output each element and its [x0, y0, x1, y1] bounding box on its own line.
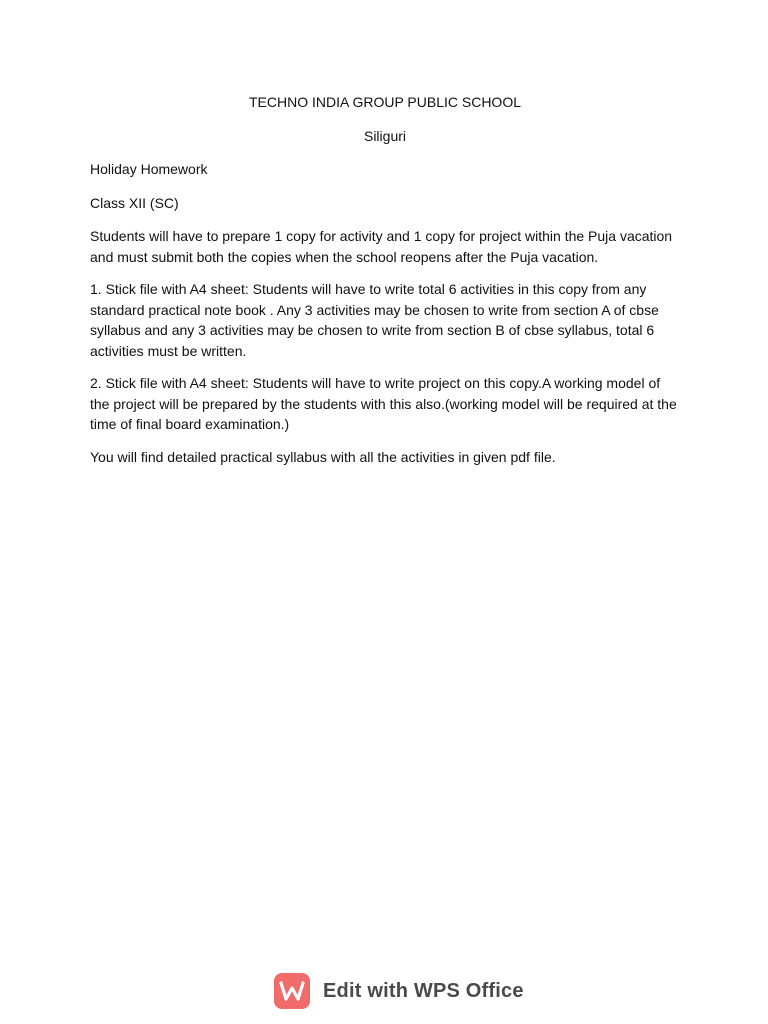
paragraph-activity-file: 1. Stick file with A4 sheet: Students will have to write total 6 activities in this copy from any standard practical note book . Any 3 activities may be chosen to write from section A of cbse syllabus and any 3 activities may be chosen to write from section B of cbse syllabus, total 6 activities must be written.: [90, 281, 659, 359]
school-location: Siliguri: [363, 127, 406, 144]
paragraph-syllabus-note: You will find detailed practical syllabus with all the activities in given pdf file.: [90, 448, 556, 465]
wps-office-logo-icon: [274, 973, 310, 1009]
paragraph-project-file: 2. Stick file with A4 sheet: Students will have to write project on this copy.A working model of the project will be prepared by the students with this also.(working model will be required at the time of final board examination.): [90, 375, 677, 432]
wps-edit-banner[interactable]: [274, 972, 524, 1010]
homework-heading: Holiday Homework: [90, 161, 208, 177]
school-name: TECHNO INDIA GROUP PUBLIC SCHOOL: [248, 94, 521, 110]
wps-w-glyph: [279, 980, 305, 1002]
document-body: [90, 92, 680, 467]
wps-banner-label: Edit with WPS Office: [323, 979, 524, 1002]
paragraph-intro: Students will have to prepare 1 copy for activity and 1 copy for project within the Puja vacation and must submit both the copies when the school reopens after the Puja vacation.: [90, 228, 673, 265]
class-label: Class XII (SC): [90, 194, 179, 211]
